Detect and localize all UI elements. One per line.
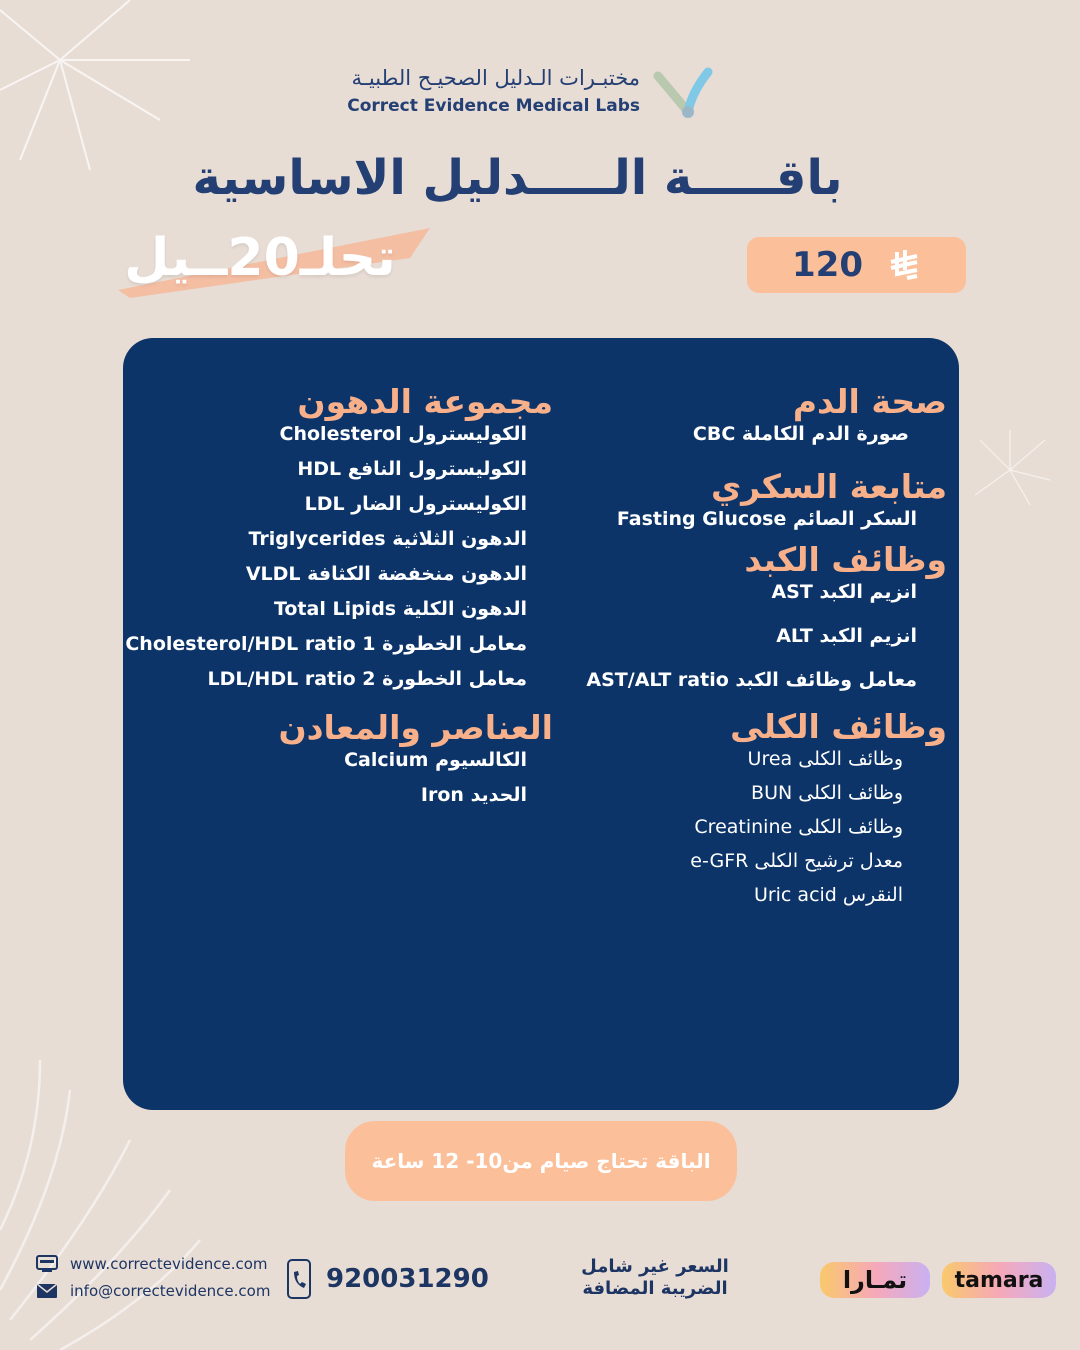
email-text[interactable]: info@correctevidence.com xyxy=(70,1282,271,1300)
vat-note xyxy=(570,1256,740,1300)
test-item: السكر الصائم Fasting Glucose xyxy=(616,508,917,530)
tamara-logo: tamara xyxy=(942,1262,1056,1298)
test-item: انزيم الكبد AST xyxy=(771,581,917,603)
price-value: 120 xyxy=(792,245,863,285)
test-item: وظائف الكلى Creatinine xyxy=(694,816,903,838)
fasting-note: الباقة تحتاج صيام من10- 12 ساعة xyxy=(345,1121,737,1201)
test-item: معامل وظائف الكبد AST/ALT ratio xyxy=(586,669,917,691)
test-item: صورة الدم الكاملة CBC xyxy=(692,423,909,445)
lab-logo xyxy=(347,62,720,122)
tamara-logo-arabic: تمـارا xyxy=(820,1262,930,1298)
test-item: الحديد Iron xyxy=(420,784,527,806)
test-item: الدهون الكلية Total Lipids xyxy=(273,598,527,620)
test-item: الكوليسترول النافع HDL xyxy=(297,458,527,480)
test-item: انزيم الكبد ALT xyxy=(776,625,917,647)
saudi-riyal-icon xyxy=(887,248,921,282)
tests-column-left xyxy=(125,382,553,806)
mail-icon xyxy=(36,1283,58,1299)
test-item: معدل ترشيح الكلى e-GFR xyxy=(690,850,903,872)
section-heading: وظائف الكبد xyxy=(744,540,947,579)
logo-arabic-name: مختبـرات الـدليل الصحيـح الطبيـة xyxy=(351,66,640,90)
test-count-promo xyxy=(110,228,440,298)
section-heading: صحة الدم xyxy=(792,382,947,421)
test-item: الكوليسترول الضار LDL xyxy=(304,493,527,515)
package-title: باقـــــة الـــــدليل الاساسية xyxy=(192,150,843,206)
section-heading: وظائف الكلى xyxy=(730,707,947,746)
footer-phone[interactable] xyxy=(286,1258,489,1300)
section-heading: متابعة السكري xyxy=(710,467,947,506)
test-item: معامل الخطورة LDL/HDL ratio 2 xyxy=(207,668,527,690)
vat-line-1: السعر غير شامل xyxy=(581,1256,729,1277)
website-text[interactable]: www.correctevidence.com xyxy=(70,1255,268,1273)
footer-website[interactable] xyxy=(36,1255,268,1273)
phone-number[interactable]: 920031290 xyxy=(326,1264,489,1294)
web-icon xyxy=(36,1255,58,1273)
logo-mark-icon xyxy=(650,62,720,122)
test-item: وظائف الكلى Urea xyxy=(747,748,903,770)
test-item: الدهون الثلاثية Triglycerides xyxy=(248,528,527,550)
test-item: الدهون منخفضة الكثافة VLDL xyxy=(245,563,527,585)
price-badge xyxy=(747,237,966,293)
test-item: الكالسيوم Calcium xyxy=(344,749,527,771)
footer-email[interactable] xyxy=(36,1282,270,1300)
promo-text: تحلـ20ــيل xyxy=(124,228,396,288)
test-item: معامل الخطورة Cholesterol/HDL ratio 1 xyxy=(125,633,527,655)
phone-icon xyxy=(286,1258,312,1300)
vat-line-2: الضريبة المضافة xyxy=(582,1278,728,1299)
section-heading: العناصر والمعادن xyxy=(278,708,553,747)
tests-column-right xyxy=(557,382,947,906)
tests-card xyxy=(123,338,959,1110)
test-item: النقرس Uric acid xyxy=(753,884,903,906)
test-item: وظائف الكلى BUN xyxy=(751,782,903,804)
test-item: الكوليسترول Cholesterol xyxy=(279,423,527,445)
section-heading: مجموعة الدهون xyxy=(297,382,553,421)
logo-english-name: Correct Evidence Medical Labs xyxy=(347,96,640,116)
